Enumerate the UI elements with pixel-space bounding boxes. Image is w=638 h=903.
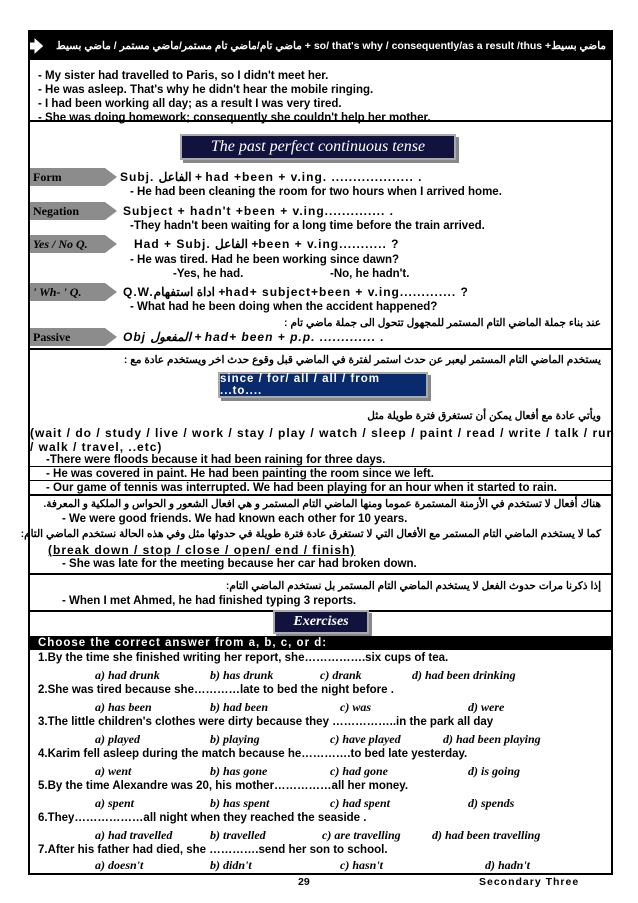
page-number: 29 — [298, 876, 310, 888]
negation-label: Negation — [30, 202, 105, 220]
option-d: d) had been playing — [443, 732, 541, 746]
option-c: c) had spent — [330, 796, 390, 810]
option-a: a) had drunk — [95, 668, 160, 682]
option-a: a) had travelled — [95, 828, 173, 842]
option-a: a) has been — [95, 700, 152, 714]
stative-note: هناك أفعال لا تستخدم في الأزمنة المستمرة عموما ومنها الماضي التام المستمر و هي افعال الشعور و الحواس و الملكية و المعرفة. — [43, 498, 601, 510]
chevron-right-icon — [105, 328, 117, 346]
question-3: 3.The little children's clothes were dirty because they ……………..in the park all day — [38, 716, 494, 728]
divider — [30, 348, 611, 350]
wh-question-example: - What had he been doing when the accident happened? — [130, 301, 438, 313]
chevron-right-icon — [105, 168, 117, 186]
negation-formula: Subject + hadn't +been + v.ing.............. . — [123, 204, 395, 218]
option-b: b) travelled — [210, 828, 266, 842]
option-a: a) went — [95, 764, 132, 778]
option-b: b) didn't — [210, 858, 252, 872]
option-a: a) played — [95, 732, 140, 746]
question-4: 4.Karim fell asleep during the match because he………….to bed late yesterday. — [38, 748, 468, 760]
worksheet-page — [20, 30, 615, 875]
repeat-example: - When I met Ahmed, he had finished typing 3 reports. — [62, 595, 357, 607]
option-d: d) were — [468, 700, 505, 714]
exercises-title: Exercises — [273, 610, 369, 634]
short-answer-yes: -Yes, he had. — [173, 268, 244, 280]
chevron-right-icon — [105, 202, 117, 220]
question-1: 1.By the time she finished writing her report, she…………….six cups of tea. — [38, 652, 449, 664]
option-c: c) hasn't — [340, 858, 384, 872]
wh-question-formula: Q.W.اداة استفهام +had+ subject+been + v.ing............. ? — [123, 285, 469, 299]
verb-example: - Our game of tennis was interrupted. We had been playing for an hour when it started to rain. — [46, 482, 557, 494]
question-6: 6.They………………all night when they reached the seaside . — [38, 812, 367, 824]
passive-note: عند بناء جملة الماضي التام المستمر للمجهول تتحول الى جملة ماضي تام : — [284, 317, 601, 329]
short-answer-no: -No, he hadn't. — [330, 268, 410, 280]
chevron-right-icon — [105, 235, 117, 253]
option-d: d) is going — [468, 764, 521, 778]
yes-no-formula: Had + Subj. الفاعل +been + v.ing........... ? — [134, 237, 400, 251]
yes-no-label: Yes / No Q. — [30, 235, 105, 253]
grade-level: Secondary Three — [479, 876, 580, 888]
time-expressions-box: since / for/ all / all / from ...to.... — [218, 372, 428, 398]
section-title: The past perfect continuous tense — [180, 134, 456, 160]
wh-question-label: ' Wh- ' Q. — [30, 283, 105, 301]
option-c: c) had gone — [330, 764, 388, 778]
intro-line: - My sister had travelled to Paris, so I didn't meet her. — [38, 70, 329, 82]
form-example: - He had been cleaning the room for two hours when I arrived home. — [130, 186, 502, 198]
option-b: b) has spent — [210, 796, 270, 810]
verb-example: -There were floods because it had been raining for three days. — [46, 454, 386, 466]
usage-note: يستخدم الماضي التام المستمر ليعبر عن حدث استمر لفترة في الماضي قبل وقوع حدث اخر ويستخدم عادة مع : — [123, 354, 601, 366]
intro-line: - I had been working all day; as a result I was very tired. — [38, 98, 342, 110]
repeat-note: إذا ذكرنا مرات حدوث الفعل لا يستخدم الماضي التام المستمر بل نستخدم الماضي التام: — [225, 580, 601, 592]
header-bar — [30, 32, 611, 60]
short-verb-list: (break down / stop / close / open/ end / finish) — [48, 543, 356, 557]
divider — [30, 466, 611, 467]
stative-example: - We were good friends. We had known each other for 10 years. — [62, 513, 408, 525]
option-b: b) playing — [210, 732, 260, 746]
divider — [30, 480, 611, 481]
option-d: d) had been travelling — [432, 828, 541, 842]
chevron-right-icon — [105, 283, 117, 301]
question-7: 7.After his father had died, she ………….send her son to school. — [38, 844, 388, 856]
option-c: c) have played — [330, 732, 401, 746]
verb-list: / walk / travel, ..etc) — [30, 440, 163, 454]
divider — [30, 573, 611, 575]
verb-example: - He was covered in paint. He had been painting the room since we left. — [46, 468, 434, 480]
question-2: 2.She was tired because she…………late to bed the night before . — [38, 684, 394, 696]
option-c: c) drank — [320, 668, 362, 682]
header-text: ماضي بسيط+ so/ that's why / consequently/as a result /thus + ماضي تام/ماضي تام مستمر/ماضي مستمر / ماضي بسيط — [56, 40, 607, 52]
option-a: a) doesn't — [95, 858, 144, 872]
short-action-note: كما لا يستخدم الماضي التام المستمر مع الأفعال التي لا تستغرق عادة فترة طويلة في حدوثها مثل وفي هذه الحالة نستخدم الماضي التام: — [20, 528, 601, 540]
divider — [30, 494, 611, 496]
verb-list: (wait / do / study / live / work / stay / play / watch / sleep / paint / read / write / talk / run — [30, 426, 615, 440]
form-formula: Subj. الفاعل + had +been + v.ing. ................... . — [120, 170, 423, 184]
passive-formula: Obj المفعول + had+ been + p.p. ............. . — [123, 330, 385, 344]
option-d: d) had been drinking — [412, 668, 516, 682]
instruction-bar: Choose the correct answer from a, b, c, or d: — [30, 636, 611, 650]
option-c: c) are travelling — [322, 828, 401, 842]
option-a: a) spent — [95, 796, 134, 810]
question-5: 5.By the time Alexandre was 20, his mother……………all her money. — [38, 780, 409, 792]
intro-line: - She was doing homework; consequently she couldn't help her mother. — [38, 112, 431, 124]
footer — [28, 876, 613, 892]
divider — [30, 120, 611, 122]
short-action-example: - She was late for the meeting because her car had broken down. — [62, 558, 417, 570]
passive-label: Passive — [30, 328, 105, 346]
yes-no-example: - He was tired. Had he been working since dawn? — [130, 254, 400, 266]
option-d: d) hadn't — [485, 858, 531, 872]
option-d: d) spends — [468, 796, 515, 810]
option-c: c) was — [340, 700, 371, 714]
option-b: b) has drunk — [210, 668, 274, 682]
intro-line: - He was asleep. That's why he didn't hear the mobile ringing. — [38, 84, 374, 96]
option-b: b) had been — [210, 700, 268, 714]
verbs-note: ويأتي عادة مع أفعال يمكن أن تستغرق فترة طويلة مثل — [367, 410, 601, 422]
form-label: Form — [30, 168, 105, 186]
arrow-right-icon — [30, 37, 44, 55]
option-b: b) has gone — [210, 764, 268, 778]
negation-example: -They hadn't been waiting for a long time before the train arrived. — [130, 220, 485, 232]
